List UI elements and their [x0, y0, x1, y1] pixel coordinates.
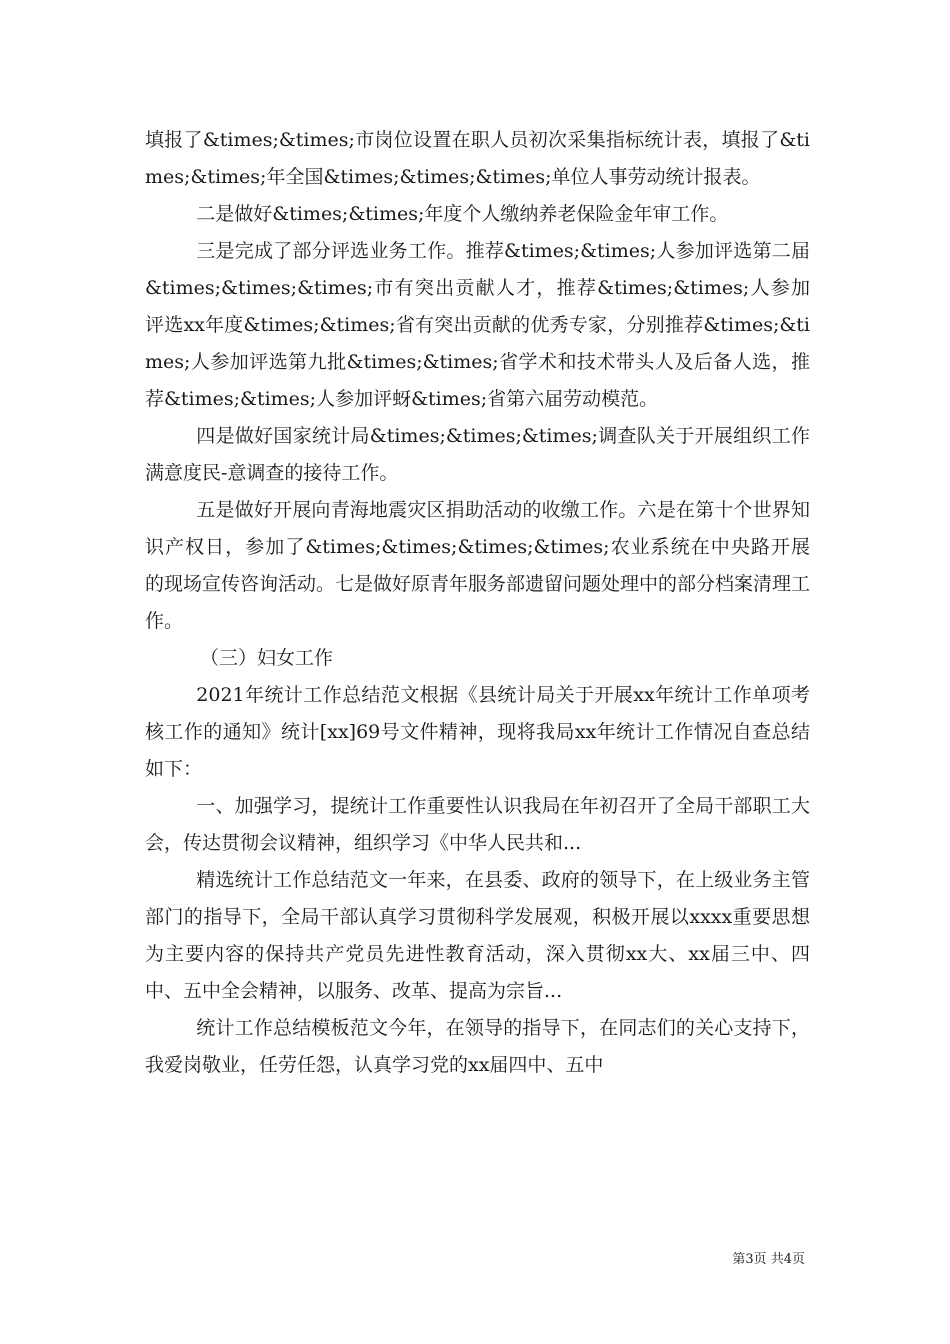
paragraph: 三是完成了部分评选业务工作。推荐&times;&times;人参加评选第二届&times;&times;&times;市有突出贡献人才，推荐&times;&times;人参加评选xx年度&times;&times;省有突出贡献的优秀专家，分别推荐&times;&times;人参加评选第九批&times;&times;省学术和技术带头人及后备人选，推荐&times;&times;人参加评蚜&times;省第六届劳动模范。 — [145, 240, 810, 410]
paragraph: 一、加强学习，提统计工作重要性认识我局在年初召开了全局干部职工大会，传达贯彻会议精神，组织学习《中华人民共和... — [145, 795, 810, 854]
page-number: 第3页 共4页 — [732, 1252, 805, 1267]
paragraph: 五是做好开展向青海地震灾区捐助活动的收缴工作。六是在第十个世界知识产权日，参加了&times;&times;&times;&times;农业系统在中央路开展的现场宣传咨询活动。七是做好原青年服务部遗留问题处理中的部分档案清理工作。 — [145, 499, 811, 632]
paragraph: 二是做好&times;&times;年度个人缴纳养老保险金年审工作。 — [196, 203, 729, 225]
document-body — [145, 122, 810, 1084]
paragraph: 四是做好国家统计局&times;&times;&times;调查队关于开展组织工作满意度民-意调查的接待工作。 — [145, 425, 810, 484]
paragraph: 2021年统计工作总结范文根据《县统计局关于开展xx年统计工作单项考核工作的通知》统计[xx]69号文件精神，现将我局xx年统计工作情况自查总结如下： — [145, 684, 810, 780]
paragraph: 填报了&times;&times;市岗位设置在职人员初次采集指标统计表，填报了&times;&times;年全国&times;&times;&times;单位人事劳动统计报表。 — [145, 129, 810, 188]
paragraph: 精选统计工作总结范文一年来，在县委、政府的领导下，在上级业务主管部门的指导下，全局干部认真学习贯彻科学发展观，积极开展以xxxx重要思想为主要内容的保持共产党员先进性教育活动，深入贯彻xx大、xx届三中、四中、五中全会精神，以服务、改革、提高为宗旨... — [145, 869, 810, 1002]
paragraph: 统计工作总结模板范文今年，在领导的指导下，在同志们的关心支持下，我爱岗敬业，任劳任怨，认真学习党的xx届四中、五中 — [145, 1017, 810, 1076]
section-heading: （三）妇女工作 — [200, 647, 334, 669]
